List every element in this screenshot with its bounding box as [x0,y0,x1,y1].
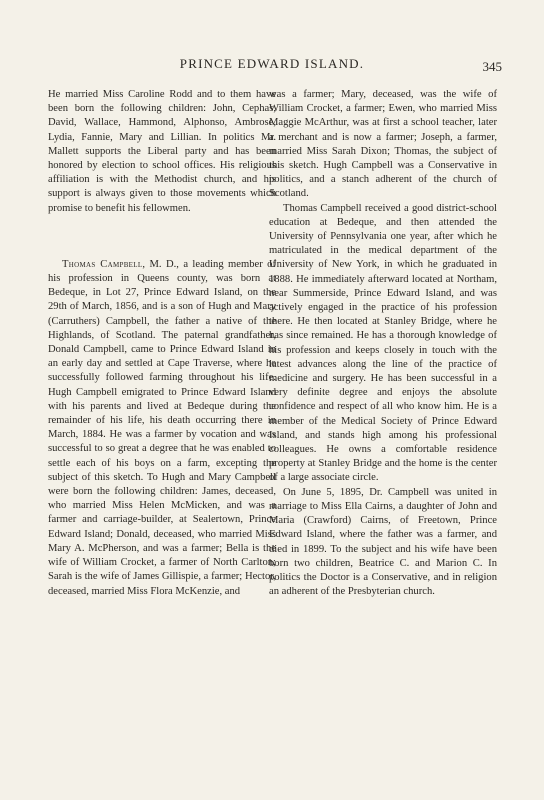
paragraph-campbell-siblings: was a farmer; Mary, deceased, was the wife of William Crocket, a farmer; Ewen, who married Miss Maggie McArthur, was at first a school teacher, later a merchant and is now a farmer; Joseph, a farmer, married Miss Sarah Dixon; Thomas, the subject of this sketch. Hugh Campbell was a Conservative in politics, and a stanch adherent of the church of Scotland. [269,89,497,200]
paragraph-campbell-education: Thomas Campbell received a good district-school education at Bedeque, and then attended the University of Pennsylvania one year, after which he matriculated in the medical department of the University of New York, in which he graduated in 1888. He immediately afterward located at Northam, near Summerside, Prince Edward Island, and was actively engaged in the practice of his profession there. He then located at Stanley Bridge, where he has since remained. He has a thorough knowledge of his profession and keeps closely in touch with the latest advances along the line of the practice of medicine and surgery. He has been successful in a very definite degree and enjoys the absolute confidence and respect of all who know him. He is a member of the Medical Society of Prince Edward Island, and stands high among his professional colleagues. He owns a comfortable residence property at Stanley Bridge and the home is the center of a large associate circle. [269,202,497,484]
paragraph-thomas-campbell-body: , M. D., a leading member of his profession in Queens county, was born at Bedeque, in Lot 27, Prince Edward Island, on the 29th of March, 1856, and is a son of Hugh and Mary (Carruthers) Campbell, the father a native of the Highlands, of Scotland. The paternal grandfather, Donald Campbell, came to Prince Edward Island in an early day and settled at Cape Traverse, where he successfully followed farming throughout his life. Hugh Campbell emigrated to Prince Edward Island with his parents and lived at Bedeque during the remainder of his life, his death occurring there in March, 1884. He was a farmer by vocation and was successful to so great a degree that he was enabled to settle each of his boys on a farm, excepting the subject of this sketch. To Hugh and Mary Campbell were born the following children: James, deceased, who married Miss Helen McMicken, and was a farmer and carriage-builder, at Sealertown, Prince Edward Island; Donald, deceased, who married Miss Mary A. McPherson, and was a farmer; Bella is the wife of William Crocket, a farmer of North Carlton; Sarah is the wife of James Gillispie, a farmer; Hector, deceased, married Miss Flora McKenzie, and [48,258,276,597]
paragraph-campbell-marriage: On June 5, 1895, Dr. Campbell was united in marriage to Miss Ella Cairns, a daughter of John and Maria (Crawford) Cairns, of Freetown, Prince Edward Island, where the father was a farmer, and died in 1899. To the subject and his wife have been born two children, Beatrice C. and Marion C. In politics the Doctor is a Conservative, and in religion an adherent of the Presbyterian church. [269,486,497,598]
right-column [269,88,497,599]
paragraph-mallett-family: He married Miss Caroline Rodd and to them have been born the following children: John, Cephas, David, Wallace, Hammond, Alphonso, Ambrose, Lydia, Fannie, Mary and Lillian. In politics Mr. Mallett supports the Liberal party and has been honored by election to school offices. His religious affiliation is with the Methodist church, and his support is always given to those movements which promise to benefit his fellowmen. [48,89,276,214]
page-header-title: PRINCE EDWARD ISLAND. [179,56,365,71]
section-gap [48,216,276,258]
paragraph-thomas-campbell-intro [48,258,276,599]
left-column [48,88,276,599]
page-number: 345 [482,59,502,74]
subject-name: Thomas Campbell [62,258,143,270]
running-header [0,56,544,74]
